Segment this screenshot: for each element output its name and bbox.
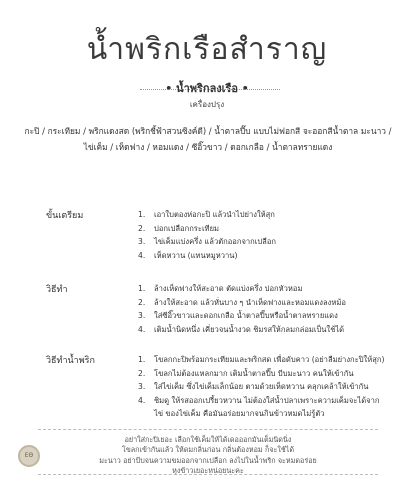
section-heading-method: วิธีทำ — [46, 285, 68, 295]
list-item: 4. ชิมดู ให้รสออกเปรี้ยวหวาน ไม่ต้องใส่น้ำปลาเพราะความเค็มจะได้จากไข่ ของไข่เค็ม คือมันอร่อยมากจนกินข้าวหมดไม่รู้ตัว — [138, 395, 380, 418]
page-title: น้ำพริกเรือสำราญ — [86, 32, 328, 67]
ingredients-label: เครื่องปรุง — [189, 100, 225, 109]
tip-line: หุงข้าวเยอะหน่อยนะคะ — [172, 465, 244, 475]
list-item: 1. เอาใบตองห่อกะปิ แล้วนำไปย่างให้สุก — [138, 210, 275, 219]
section-heading-chili-paste: วิธีทำน้ำพริก — [46, 356, 95, 366]
divider — [140, 89, 280, 90]
logo-icon: ΕΘ — [18, 445, 40, 467]
list-item: 3. ไข่เค็มแบ่งครึ่ง แล้วตักออกจากเปลือก — [138, 237, 276, 246]
list-item: 3. ใส่ไข่เค็ม ซึ่งไข่เค็มเล็กน้อย ตามด้วยเห็ดหวาน คลุกเคล้าให้เข้ากัน — [138, 382, 369, 391]
section-heading-prep: ขั้นเตรียม — [46, 211, 84, 221]
tip-note — [38, 429, 378, 475]
list-item: 4. เติมน้ำนิดหนึ่ง เคี่ยวจนน้ำงวด ชิมรสให้กลมกล่อมเป็นใช้ได้ — [138, 324, 345, 334]
list-item: 2. ล้างให้สะอาด แล้วหั่นบาง ๆ นำเห็ดฟางและหอมแดงลงหม้อ — [138, 297, 346, 307]
ingredients-list: กะปิ / กระเทียม / พริกแดงสด (พริกชี้ฟ้าสวนซิงค์ดี) / น้ำตาลปี๊บ แบบไม่ฟอกสี จะออกสีน้ำตาล มะนาว / ไข่เค็ม / เห็ดฟาง / หอมแดง / ซีอิ๊วขาว / ดอกเกลือ / น้ำตาลทรายแดง — [24, 126, 392, 152]
tip-line: อย่าใส่กะปิเยอะ เลือกใช้เค็มให้ได้เดอออกมันเต็มนิดนิ่ง — [124, 435, 292, 444]
method-steps — [138, 282, 388, 336]
tip-line: มะนาว อย่าบีบจนความขมออกจากเปลือก ลงไปในน้ำพริก จะหมดอร่อย — [99, 455, 317, 465]
subtitle: • น้ำพริกลงเรือ • — [165, 82, 249, 95]
list-item: 2. ปอกเปลือกกระเทียม — [138, 223, 220, 233]
list-item: 4. เห็ดหวาน (แทนหมูหวาน) — [138, 250, 238, 260]
list-item: 1. ล้างเห็ดฟางให้สะอาด ตัดแบ่งครึ่ง ปอกหัวหอม — [138, 284, 303, 293]
chili-paste-steps — [138, 353, 388, 421]
list-item: 1. โขลกกะปิพร้อมกระเทียมและพริกสด เพื่อดับคาว (อย่าลืมย่างกะปิให้สุก) — [138, 355, 385, 364]
list-item: 2. โขลกไม่ต้องแหลกมาก เติมน้ำตาลปี๊บ บีบมะนาว คนให้เข้ากัน — [138, 368, 354, 378]
prep-steps — [138, 208, 378, 262]
tip-line: โขลกเข้ากันแล้ว ให้ดมกลิ่นก่อน กลิ่นต้องหอม ก็จะใช้ได้ — [121, 445, 295, 455]
list-item: 3. ใส่ซีอิ๊วขาวและดอกเกลือ น้ำตาลปี๊บหรือน้ำตาลทรายแดง — [138, 311, 338, 320]
